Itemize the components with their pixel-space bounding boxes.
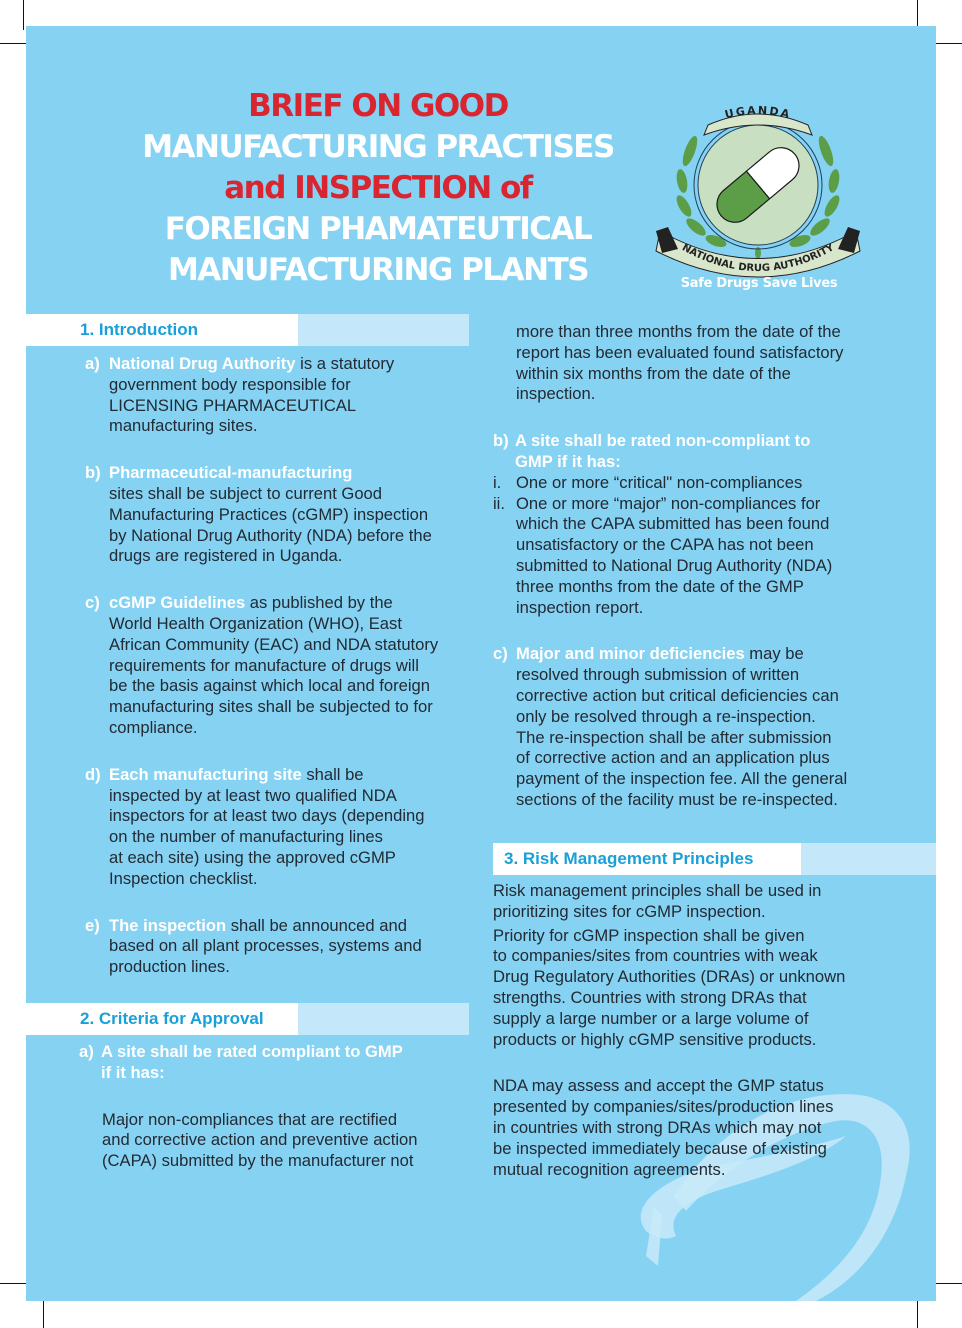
right-column — [493, 322, 903, 811]
text-line: shall be — [301, 764, 364, 784]
document-title — [78, 86, 678, 291]
text-line: be inspected immediately because of existing — [493, 1138, 827, 1158]
text-line: African Community (EAC) and NDA statutory — [109, 634, 439, 654]
item-marker: c) — [493, 644, 508, 664]
text-line: One or more “major” non-compliances for — [516, 493, 821, 513]
criteria-item-c — [493, 644, 903, 810]
text-line: supply a large number or a large volume of — [493, 1008, 809, 1028]
crop-mark — [43, 1298, 44, 1328]
text-line: be the basis against which local and foreign — [109, 676, 431, 696]
heading-tail — [298, 314, 469, 346]
section-heading-risk — [493, 843, 936, 875]
item-highlight: Major and minor deficiencies — [516, 644, 745, 664]
text-line: submitted to National Drug Authority (NDA) — [516, 555, 833, 575]
text-line: as published by the — [245, 593, 393, 613]
item-marker: b) — [493, 431, 509, 451]
text-line: LICENSING PHARMACEUTICAL — [109, 395, 357, 415]
text-line: three months from the date of the GMP — [516, 576, 804, 596]
criteria-b-title: A site shall be rated non-compliant to — [515, 431, 811, 451]
item-marker: b) — [85, 463, 101, 483]
text-line: NDA may assess and accept the GMP status — [493, 1076, 824, 1096]
risk-paragraph — [493, 1076, 913, 1180]
criteria-b-list-item — [493, 494, 903, 619]
text-line: production lines. — [109, 957, 230, 977]
text-line: The re-inspection shall be after submission — [516, 727, 832, 747]
section-title: 2. Criteria for Approval — [80, 1009, 264, 1028]
section-title: 1. Introduction — [80, 320, 199, 339]
text-line: Manufacturing Practices (cGMP) inspection — [109, 504, 429, 524]
text-line: corrective action but critical deficiencies can — [516, 685, 839, 705]
text-line: inspection report. — [516, 597, 644, 617]
text-line: products or highly cGMP sensitive products. — [493, 1029, 817, 1049]
text-line: prioritizing sites for cGMP inspection. — [493, 901, 766, 921]
item-marker: a) — [85, 354, 100, 373]
heading-tail — [801, 843, 936, 875]
item-highlight: cGMP Guidelines — [109, 593, 246, 613]
section-title: 3. Risk Management Principles — [504, 849, 754, 868]
logo-tagline: Safe Drugs Save Lives — [680, 276, 838, 291]
criteria-a-body-cont — [493, 322, 903, 405]
text-line: more than three months from the date of the — [516, 322, 841, 341]
item-marker: e) — [85, 915, 100, 935]
text-line: Drug Regulatory Authorities (DRAs) or unknown — [493, 967, 846, 987]
section-heading-introduction — [26, 314, 469, 346]
risk-paragraph — [493, 926, 913, 1051]
brochure-page — [26, 26, 936, 1301]
text-line: payment of the inspection fee. All the general — [516, 769, 848, 789]
text-line: which the CAPA submitted has been found — [516, 514, 830, 534]
crop-mark — [932, 43, 962, 44]
text-line: of corrective action and an application plus — [516, 748, 830, 768]
text-line: in countries with strong DRAs which may not — [493, 1117, 822, 1137]
text-line: Major non-compliances that are rectified — [102, 1109, 398, 1129]
criteria-item-b — [493, 431, 903, 473]
title-line: MANUFACTURING PRACTISES — [142, 129, 614, 165]
criteria-a-title: A site shall be rated compliant to GMP — [101, 1042, 403, 1061]
criteria-item-a — [79, 1042, 479, 1084]
intro-item-c — [85, 593, 475, 739]
text-line: One or more “critical" non-compliances — [516, 472, 803, 492]
text-line: World Health Organization (WHO), East — [109, 613, 402, 633]
criteria-a-title: if it has: — [101, 1062, 165, 1082]
item-marker: c) — [85, 593, 100, 613]
text-line: Priority for cGMP inspection shall be given — [493, 925, 805, 945]
criteria-a-body — [79, 1110, 479, 1172]
risk-paragraph — [493, 881, 913, 923]
text-line: manufacturing sites shall be subjected to for — [109, 697, 433, 717]
crop-mark — [23, 0, 24, 30]
text-line: shall be announced and — [226, 915, 407, 935]
item-marker: a) — [79, 1042, 94, 1061]
text-line: sections of the facility must be re-inspected. — [516, 789, 838, 809]
criteria-b-list-item — [493, 473, 903, 494]
text-line: within six months from the date of the — [516, 363, 791, 383]
title-line: FOREIGN PHAMATEUTICAL — [164, 211, 592, 247]
text-line: by National Drug Authority (NDA) before the — [109, 525, 432, 545]
title-line: MANUFACTURING PLANTS — [167, 252, 589, 288]
text-line: presented by companies/sites/production lines — [493, 1097, 834, 1117]
text-line: inspectors for at least two days (depending — [109, 806, 425, 826]
title-line: BRIEF ON GOOD — [248, 88, 508, 124]
nda-logo — [650, 81, 866, 301]
text-line: (CAPA) submitted by the manufacturer not — [102, 1151, 414, 1171]
crop-mark — [917, 1298, 918, 1328]
text-line: inspected by at least two qualified NDA — [109, 785, 397, 805]
text-line: resolved through submission of written — [516, 665, 800, 685]
logo-top-banner: UGANDA — [723, 103, 793, 122]
text-line: Risk management principles shall be used in — [493, 881, 822, 900]
left-column — [85, 354, 475, 978]
text-line: government body responsible for — [109, 374, 351, 394]
item-marker: d) — [85, 764, 101, 784]
text-line: inspection. — [516, 384, 596, 404]
section-heading-criteria — [26, 1003, 469, 1035]
item-highlight: The inspection — [109, 915, 227, 935]
list-marker: ii. — [493, 493, 505, 513]
intro-item-b — [85, 463, 475, 567]
title-line: and INSPECTION of — [224, 170, 532, 206]
text-line: only be resolved through a re-inspection. — [516, 706, 816, 726]
text-line: compliance. — [109, 717, 198, 737]
text-line: unsatisfactory or the CAPA has not been — [516, 535, 814, 555]
text-line: based on all plant processes, systems and — [109, 936, 422, 956]
text-line: manufacturing sites. — [109, 416, 258, 436]
heading-tail — [298, 1003, 469, 1035]
item-highlight: National Drug Authority — [109, 354, 296, 373]
text-line: drugs are registered in Uganda. — [109, 546, 343, 566]
criteria-b-title: GMP if it has: — [515, 451, 621, 471]
criteria-a — [79, 1042, 479, 1172]
logo-bottom-banner: NATIONAL DRUG AUTHORITY — [680, 242, 836, 275]
list-marker: i. — [493, 472, 502, 492]
text-line: is a statutory — [295, 354, 395, 373]
text-line: at each site) using the approved cGMP — [109, 847, 396, 867]
item-highlight: Pharmaceutical-manufacturing — [109, 463, 353, 483]
text-line: to companies/sites from countries with weak — [493, 946, 818, 966]
text-line: mutual recognition agreements. — [493, 1159, 726, 1179]
risk-body — [493, 881, 913, 1180]
text-line: Inspection checklist. — [109, 868, 258, 888]
text-line: report has been evaluated found satisfactory — [516, 342, 844, 362]
text-line: may be — [744, 644, 804, 664]
text-line: requirements for manufacture of drugs will — [109, 655, 419, 675]
item-highlight: Each manufacturing site — [109, 764, 302, 784]
intro-item-a — [85, 354, 475, 437]
text-line: strengths. Countries with strong DRAs that — [493, 987, 807, 1007]
text-line: on the number of manufacturing lines — [109, 827, 383, 847]
text-line: sites shall be subject to current Good — [109, 483, 383, 503]
intro-item-d — [85, 765, 475, 890]
text-line: and corrective action and preventive action — [102, 1130, 418, 1150]
intro-item-e — [85, 916, 475, 978]
